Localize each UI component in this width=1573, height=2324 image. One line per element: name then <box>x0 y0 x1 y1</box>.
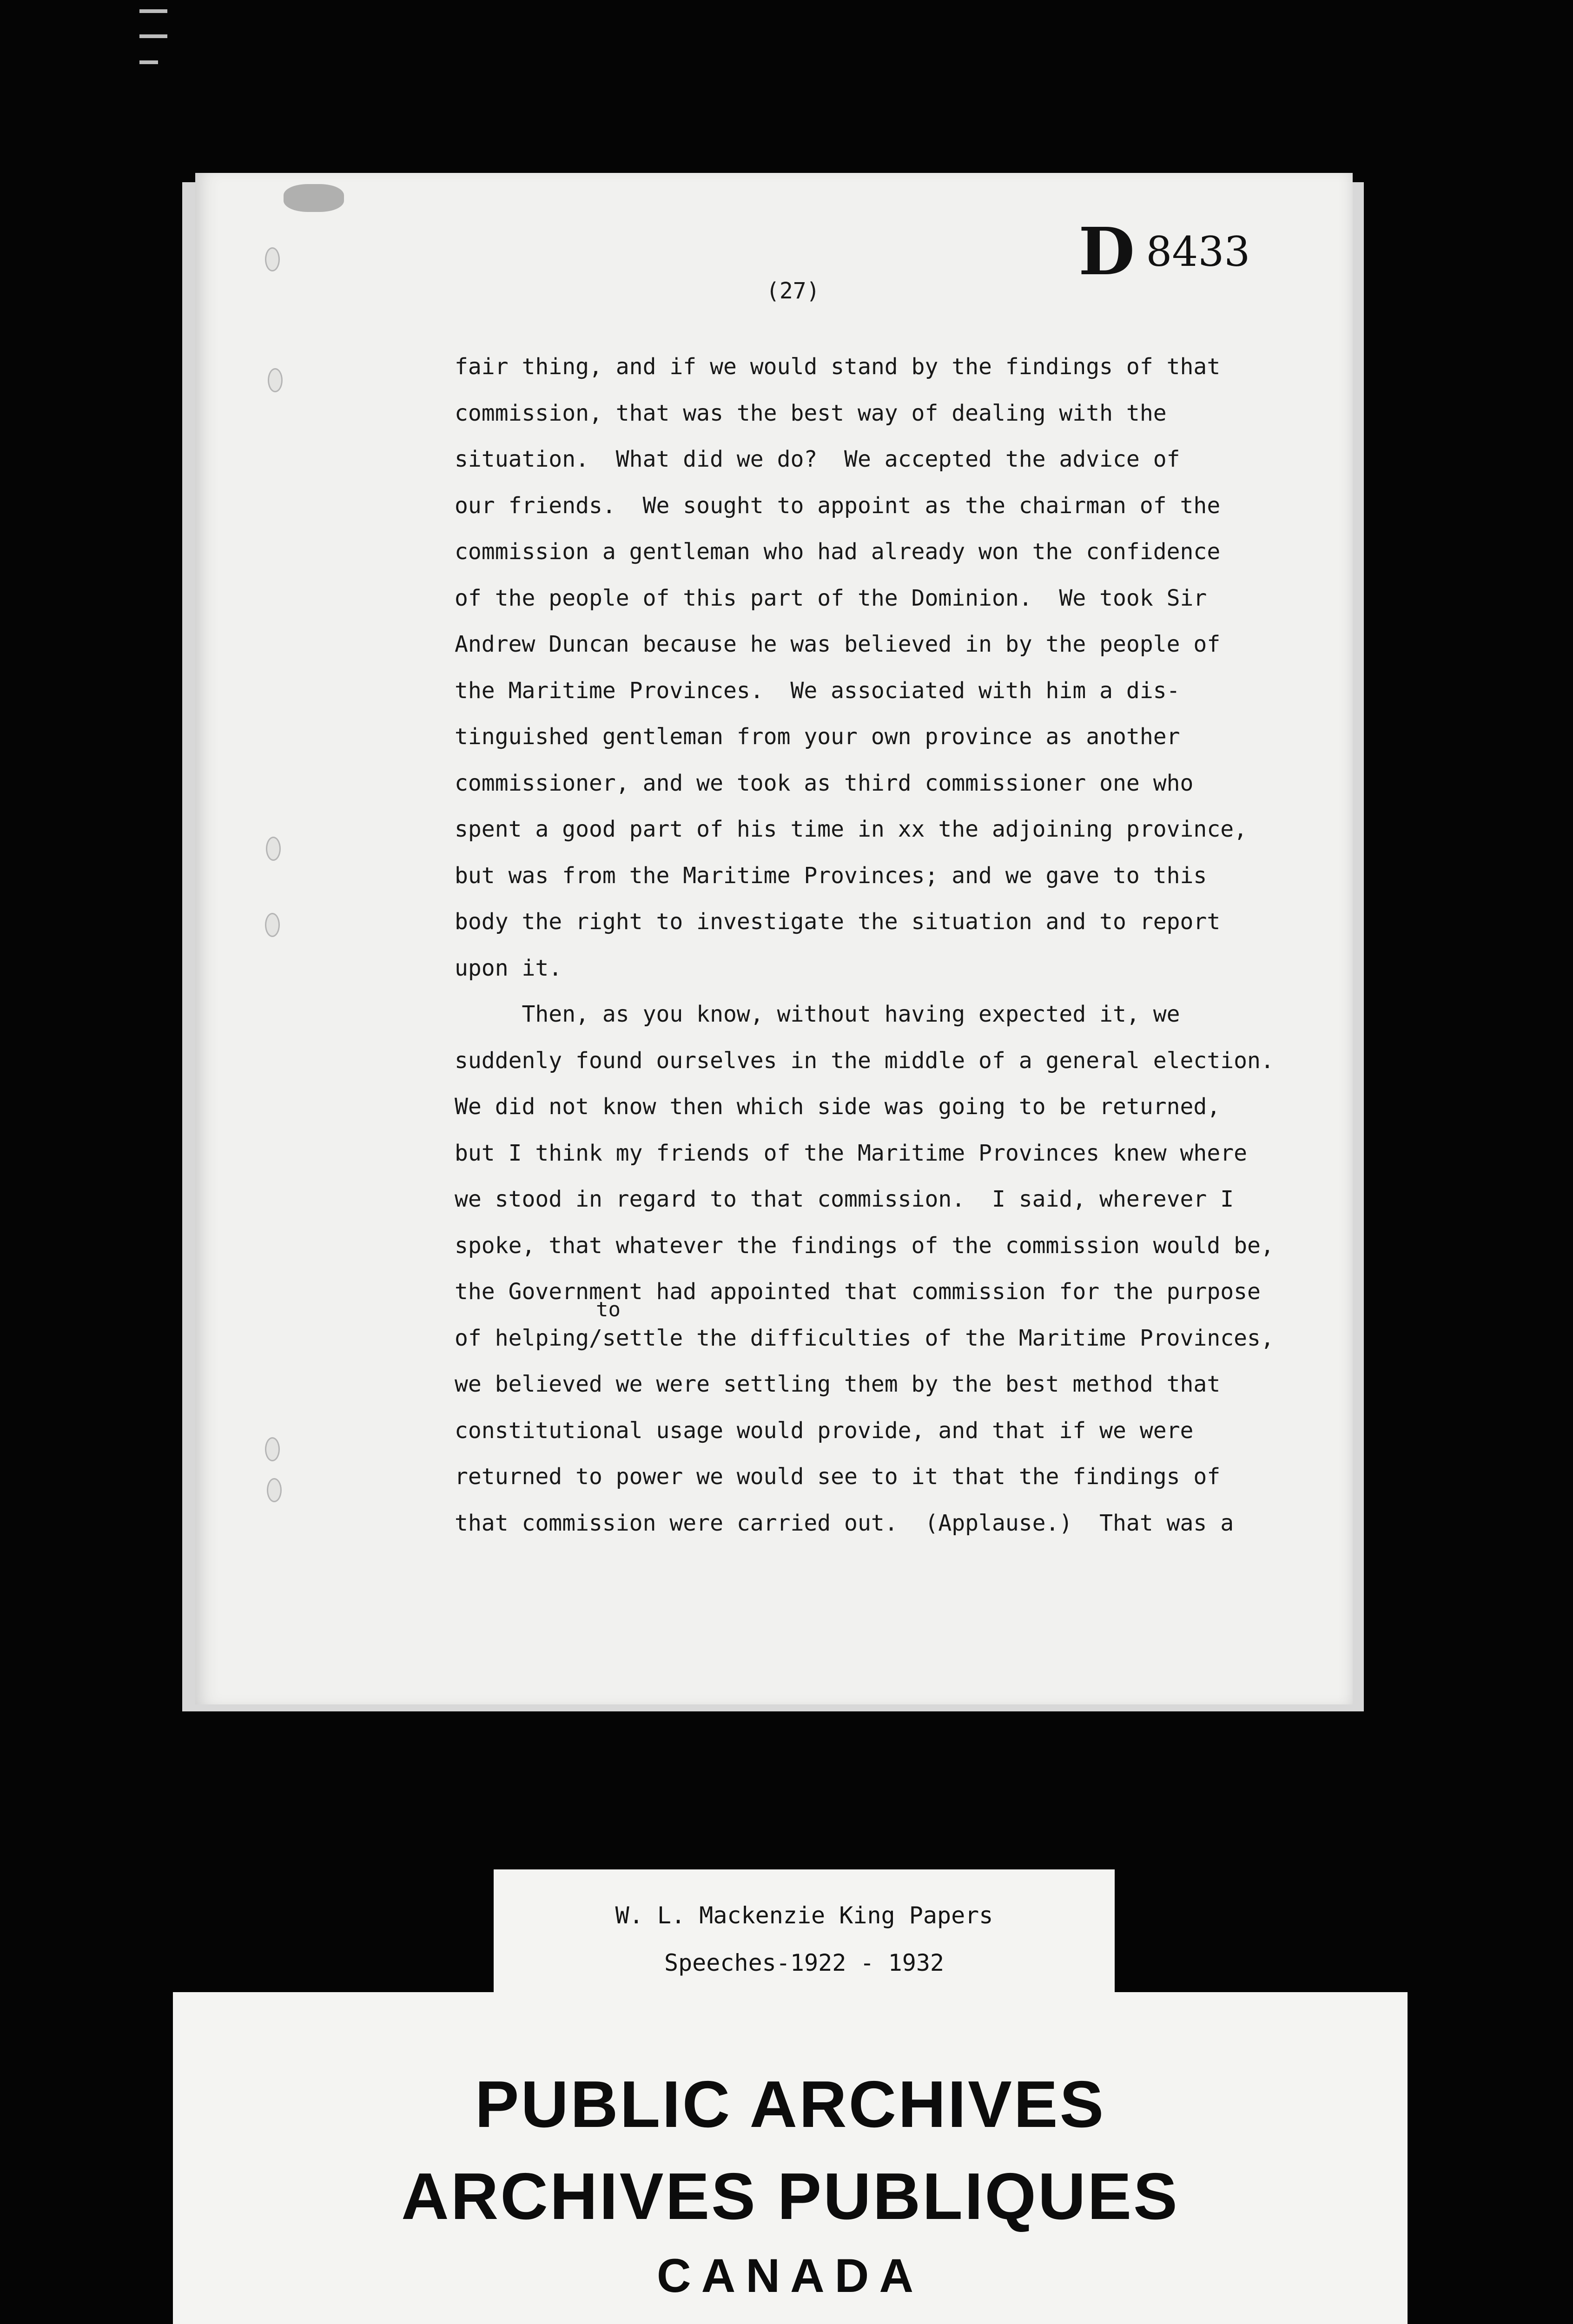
text-line: we stood in regard to that commission. I said, wherever I <box>455 1186 1234 1212</box>
text-line: commission, that was the best way of dealing with the <box>455 400 1167 426</box>
punch-hole <box>265 1437 280 1461</box>
collection-label-title: W. L. Mackenzie King Papers <box>615 1902 993 1929</box>
collection-label <box>494 1869 1115 1993</box>
page-number: (27) <box>766 278 820 304</box>
text-line: our friends. We sought to appoint as the chairman of the <box>455 492 1221 519</box>
text-line: commission a gentleman who had already won the confidence <box>455 539 1221 565</box>
film-edge-mark <box>139 9 167 13</box>
text-line: spoke, that whatever the findings of the commission would be, <box>455 1232 1274 1259</box>
text-line: the Maritime Provinces. We associated with him a dis- <box>455 677 1180 704</box>
punch-hole <box>265 913 280 937</box>
text-line: Andrew Duncan because he was believed in by the people of <box>455 631 1221 657</box>
text-line: of helping/settle the difficulties of the Maritime Provinces, <box>455 1325 1274 1351</box>
archive-stamp-card <box>173 1992 1408 2324</box>
punch-hole <box>266 837 281 861</box>
typewritten-text <box>455 344 1301 1546</box>
film-edge-mark <box>139 34 167 38</box>
document-number-value: 8433 <box>1146 228 1250 276</box>
text-line: body the right to investigate the situation and to report <box>455 909 1221 935</box>
document-number-prefix: D <box>1078 214 1135 290</box>
text-line: upon it. <box>455 955 562 981</box>
text-line: commissioner, and we took as third commissioner one who <box>455 770 1194 796</box>
archive-name-english: PUBLIC ARCHIVES <box>475 2067 1106 2141</box>
text-line: situation. What did we do? We accepted the advice of <box>455 446 1180 472</box>
text-line: of the people of this part of the Dominion. We took Sir <box>455 585 1207 611</box>
interlinear-insertion: to <box>596 1298 621 1321</box>
punch-hole <box>268 368 283 392</box>
archive-name-french: ARCHIVES PUBLIQUES <box>401 2159 1179 2233</box>
punch-hole <box>265 247 280 271</box>
text-line: suddenly found ourselves in the middle of a general election. <box>455 1047 1274 1074</box>
text-line: but was from the Maritime Provinces; and we gave to this <box>455 862 1207 889</box>
staple-mark <box>284 184 344 212</box>
text-line: returned to power we would see to it that the findings of <box>455 1464 1221 1490</box>
document-number <box>1078 214 1250 290</box>
text-line: spent a good part of his time in xx the adjoining province, <box>455 816 1248 842</box>
text-line: We did not know then which side was going to be returned, <box>455 1094 1221 1120</box>
text-line: we believed we were settling them by the best method that <box>455 1371 1221 1397</box>
collection-label-series: Speeches-1922 - 1932 <box>664 1949 945 1976</box>
text-line: tinguished gentleman from your own province as another <box>455 724 1180 750</box>
text-line: the Government had appointed that commission for the purpose <box>455 1279 1261 1305</box>
film-edge-mark <box>139 60 158 64</box>
text-line: but I think my friends of the Maritime Provinces knew where <box>455 1140 1248 1166</box>
archive-country: CANADA <box>657 2249 924 2302</box>
text-line: Then, as you know, without having expected it, we <box>455 1001 1180 1027</box>
punch-hole <box>267 1478 282 1502</box>
text-line: fair thing, and if we would stand by the findings of that <box>455 354 1221 380</box>
text-line: constitutional usage would provide, and that if we were <box>455 1417 1194 1444</box>
text-line: that commission were carried out. (Applause.) That was a <box>455 1510 1234 1536</box>
